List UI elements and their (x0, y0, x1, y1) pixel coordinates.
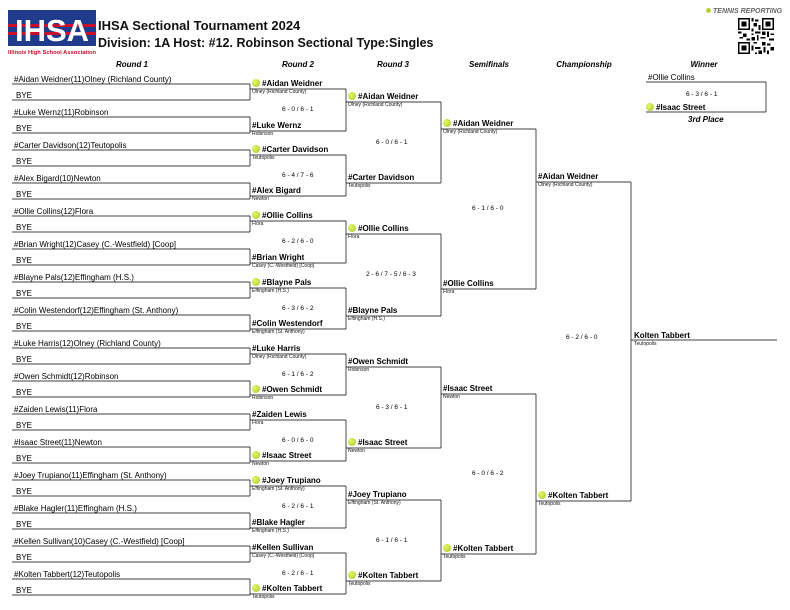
seed-marker: # (14, 405, 19, 414)
player-name: Aidan Weidner (542, 172, 599, 181)
seed-marker: # (453, 119, 458, 128)
player-name: Ollie Collins (266, 211, 313, 220)
tennis-ball-icon (348, 224, 356, 232)
bye-label: BYE (16, 289, 33, 298)
player-name: Isaac Street (660, 103, 706, 112)
player-school: Robinson (252, 131, 274, 137)
seed-marker: # (252, 253, 257, 262)
seed-marker: # (262, 476, 267, 485)
logo-subtext: Illinois High School Association (8, 50, 96, 56)
player-name: Owen Schmidt (352, 357, 409, 366)
round3-player (348, 490, 407, 499)
seed-marker: # (14, 570, 19, 579)
seed-marker: # (648, 73, 653, 82)
seed-marker: # (252, 410, 257, 419)
round2-player (252, 278, 311, 287)
page-subtitle: Division: 1A Host: #12. Robinson Sectional Type:Singles (98, 36, 434, 50)
seed-marker: # (348, 173, 353, 182)
player-school: Olney (Richland County) (252, 89, 307, 95)
round1-player (14, 108, 108, 117)
round3-player (348, 92, 418, 101)
seed-marker: # (262, 451, 267, 460)
round3-player (348, 224, 409, 233)
semifinal-player (443, 279, 494, 288)
championship-score: 6 - 2 / 6 - 0 (566, 334, 598, 341)
round3-score: 6 - 3 / 6 - 1 (376, 403, 408, 411)
tennis-ball-icon (252, 476, 260, 484)
player-school: Flora (252, 221, 264, 227)
player-school: Robinson (348, 367, 370, 373)
player-name: Blake Hagler(11)Effingham (H.S.) (18, 504, 137, 513)
seed-marker: # (348, 306, 353, 315)
seed-marker: # (14, 174, 19, 183)
player-name: Brian Wright(12)Casey (C.-Westfield) [Coop] (18, 240, 176, 249)
player-name: Kellen Sullivan (256, 543, 314, 552)
seed-marker: # (252, 319, 257, 328)
player-name: Luke Harris (256, 344, 301, 353)
round2-player (252, 385, 322, 394)
bye-label: BYE (16, 355, 33, 364)
player-school: Newton (443, 394, 460, 400)
player-school: Teutopolis (443, 554, 466, 560)
player-name: Blake Hagler (256, 518, 305, 527)
round2-score: 6 - 4 / 7 - 6 (282, 171, 314, 179)
round1-player (14, 207, 93, 216)
round1-player (14, 537, 185, 546)
brand-text: TENNIS REPORTING (713, 8, 783, 15)
player-school: Effingham (St. Anthony) (348, 500, 401, 506)
tennis-ball-icon (348, 92, 356, 100)
round2-player (252, 211, 313, 220)
round2-player (252, 186, 301, 195)
player-school: Effingham (St. Anthony) (252, 486, 305, 492)
player-school: Effingham (H.S.) (348, 316, 385, 322)
player-name: Carter Davidson (352, 173, 415, 182)
round2-player (252, 518, 305, 527)
round2-score: 6 - 0 / 6 - 1 (282, 106, 314, 113)
round2-player (252, 451, 311, 460)
round3-score: 6 - 1 / 6 - 1 (376, 536, 408, 544)
seed-marker: # (538, 172, 543, 181)
player-school: Effingham (H.S.) (252, 528, 289, 534)
seed-marker: # (14, 75, 19, 84)
player-name: Luke Harris(12)Olney (Richland County) (18, 339, 161, 348)
round-header-round-3: Round 3 (377, 60, 409, 69)
bye-label: BYE (16, 487, 33, 496)
round2-score: 6 - 0 / 6 - 0 (282, 436, 314, 444)
tennis-ball-icon (348, 571, 356, 579)
player-name: Blayne Pals(12)Effingham (H.S.) (18, 273, 134, 282)
player-school: Effingham (St. Anthony) (252, 329, 305, 335)
seed-marker: # (262, 145, 267, 154)
seed-marker: # (348, 490, 353, 499)
third-place-player (648, 73, 695, 82)
third-place-score: 6 - 3 / 6 - 1 (686, 91, 718, 98)
round2-player (252, 344, 300, 353)
player-school: Casey (C.-Westfield) [Coop] (252, 553, 315, 559)
round1-player (14, 75, 172, 84)
player-school: Olney (Richland County) (348, 102, 403, 108)
seed-marker: # (14, 108, 19, 117)
round1-player (14, 570, 120, 579)
player-school: Flora (348, 234, 360, 240)
round1-player (14, 240, 176, 249)
round-header-round-1: Round 1 (116, 60, 148, 69)
seed-marker: # (443, 384, 448, 393)
bye-label: BYE (16, 586, 33, 595)
championship-player (538, 491, 608, 500)
player-name: Owen Schmidt(12)Robinson (18, 372, 119, 381)
seed-marker: # (14, 240, 19, 249)
bye-label: BYE (16, 322, 33, 331)
player-school: Teutopolis (252, 594, 275, 600)
seed-marker: # (358, 571, 363, 580)
round2-player (252, 145, 328, 154)
semifinal-player (443, 384, 492, 393)
player-name: Ollie Collins(12)Flora (18, 207, 94, 216)
tennis-ball-icon (252, 79, 260, 87)
round2-player (252, 584, 322, 593)
tennis-ball-icon (538, 491, 546, 499)
seed-marker: # (14, 372, 19, 381)
player-name: Carter Davidson (266, 145, 329, 154)
player-name: Carter Davidson(12)Teutopolis (18, 141, 127, 150)
player-school: Robinson (252, 395, 274, 401)
player-name: Kolten Tabbert (552, 491, 609, 500)
seed-marker: # (358, 438, 363, 447)
round3-player (348, 357, 408, 366)
bye-label: BYE (16, 91, 33, 100)
round2-player (252, 253, 304, 262)
player-name: Isaac Street (266, 451, 312, 460)
seed-marker: # (262, 584, 267, 593)
round1-player (14, 306, 178, 315)
winner-school: Teutopolis (634, 341, 657, 347)
player-name: Kolten Tabbert(12)Teutopolis (18, 570, 121, 579)
round1-player (14, 504, 137, 513)
round2-score: 6 - 3 / 6 - 2 (282, 304, 314, 312)
third-place-label: 3rd Place (688, 115, 724, 124)
tennis-ball-icon (252, 278, 260, 286)
round2-player (252, 410, 307, 419)
player-school: Flora (443, 289, 455, 295)
bye-label: BYE (16, 223, 33, 232)
semifinal-player (443, 544, 513, 553)
player-school: Casey (C.-Westfield) [Coop] (252, 263, 315, 269)
bye-label: BYE (16, 190, 33, 199)
seed-marker: # (252, 344, 257, 353)
player-name: Ollie Collins (447, 279, 494, 288)
third-place-player (646, 103, 705, 112)
seed-marker: # (358, 224, 363, 233)
round2-player (252, 319, 323, 328)
player-school: Effingham (H.S.) (252, 288, 289, 294)
player-school: Teutopolis (348, 581, 371, 587)
seed-marker: # (358, 92, 363, 101)
seed-marker: # (262, 278, 267, 287)
seed-marker: # (656, 103, 661, 112)
seed-marker: # (262, 211, 267, 220)
round1-player (14, 471, 167, 480)
player-school: Olney (Richland County) (443, 129, 498, 135)
player-name: Zaiden Lewis (256, 410, 307, 419)
player-school: Newton (252, 461, 269, 467)
semifinal-player (443, 119, 513, 128)
player-name: Alex Bigard (256, 186, 301, 195)
seed-marker: # (14, 537, 19, 546)
player-name: Joey Trupiano (266, 476, 321, 485)
tennis-ball-icon (252, 145, 260, 153)
winner-player-name: Kolten Tabbert (634, 331, 690, 340)
round2-score: 6 - 2 / 6 - 0 (282, 238, 314, 245)
player-name: Luke Wernz (256, 121, 302, 130)
player-school: Newton (348, 448, 365, 454)
round2-score: 6 - 2 / 6 - 1 (282, 569, 314, 577)
bye-label: BYE (16, 421, 33, 430)
bye-label: BYE (16, 157, 33, 166)
round1-player (14, 438, 102, 447)
tennis-ball-icon (252, 211, 260, 219)
semifinal-score: 6 - 0 / 6 - 2 (472, 470, 504, 477)
player-name: Joey Trupiano(11)Effingham (St. Anthony) (18, 471, 167, 480)
player-name: Blayne Pals (352, 306, 398, 315)
round-header-championship: Championship (556, 60, 612, 69)
player-school: Flora (252, 420, 264, 426)
seed-marker: # (14, 471, 19, 480)
round3-score: 6 - 0 / 6 - 1 (376, 138, 408, 146)
seed-marker: # (453, 544, 458, 553)
player-school: Olney (Richland County) (538, 182, 593, 188)
player-name: Kolten Tabbert (457, 544, 514, 553)
tennis-ball-icon (646, 103, 654, 111)
round3-player (348, 438, 407, 447)
tennis-ball-icon (252, 385, 260, 393)
championship-player (538, 172, 598, 181)
player-name: Kolten Tabbert (362, 571, 419, 580)
seed-marker: # (252, 518, 257, 527)
tennis-ball-icon (252, 584, 260, 592)
round2-player (252, 121, 301, 130)
round-header-winner: Winner (690, 60, 718, 69)
round3-player (348, 173, 414, 182)
player-name: Ollie Collins (652, 73, 695, 82)
player-name: Brian Wright (256, 253, 305, 262)
player-name: Isaac Street (447, 384, 493, 393)
player-name: Ollie Collins (362, 224, 409, 233)
player-name: Kellen Sullivan(10)Casey (C.-Westfield) [Coop] (18, 537, 185, 546)
player-school: Olney (Richland County) (252, 354, 307, 360)
seed-marker: # (443, 279, 448, 288)
semifinal-score: 6 - 1 / 6 - 0 (472, 205, 504, 212)
seed-marker: # (262, 385, 267, 394)
player-name: Colin Westendorf (256, 319, 323, 328)
seed-marker: # (548, 491, 553, 500)
player-name: Kolten Tabbert (266, 584, 323, 593)
round1-player (14, 273, 134, 282)
player-name: Isaac Street (362, 438, 408, 447)
page-title: IHSA Sectional Tournament 2024 (98, 18, 301, 33)
tennis-ball-icon (443, 119, 451, 127)
seed-marker: # (14, 339, 19, 348)
bye-label: BYE (16, 454, 33, 463)
round2-score: 6 - 2 / 6 - 1 (282, 503, 314, 510)
round1-player (14, 372, 119, 381)
winner-name (634, 331, 690, 340)
round1-player (14, 141, 127, 150)
player-name: Blayne Pals (266, 278, 312, 287)
round2-player (252, 476, 321, 485)
tennis-ball-icon (252, 451, 260, 459)
bye-label: BYE (16, 388, 33, 397)
seed-marker: # (14, 504, 19, 513)
bye-label: BYE (16, 124, 33, 133)
seed-marker: # (14, 438, 19, 447)
player-name: Owen Schmidt (266, 385, 323, 394)
round2-player (252, 543, 313, 552)
player-name: Alex Bigard(10)Newton (18, 174, 101, 183)
seed-marker: # (14, 207, 19, 216)
round3-score: 2 - 6 / 7 - 5 / 6 - 3 (366, 271, 416, 278)
seed-marker: # (262, 79, 267, 88)
round3-player (348, 306, 397, 315)
round-header-semifinals: Semifinals (468, 60, 509, 69)
seed-marker: # (14, 306, 19, 315)
player-name: Zaiden Lewis(11)Flora (18, 405, 98, 414)
player-school: Teutopolis (252, 155, 275, 161)
round2-score: 6 - 1 / 6 - 2 (282, 370, 314, 378)
seed-marker: # (252, 121, 257, 130)
bye-label: BYE (16, 256, 33, 265)
seed-marker: # (14, 273, 19, 282)
player-school: Teutopolis (538, 501, 561, 507)
player-name: Aidan Weidner (362, 92, 419, 101)
logo-text: IHSA (14, 13, 90, 48)
round-header-round-2: Round 2 (282, 60, 314, 69)
player-name: Isaac Street(11)Newton (18, 438, 102, 447)
round3-player (348, 571, 418, 580)
player-name: Aidan Weidner(11)Olney (Richland County) (18, 75, 172, 84)
seed-marker: # (14, 141, 19, 150)
round2-player (252, 79, 322, 88)
round1-player (14, 174, 101, 183)
player-school: Teutopolis (348, 183, 371, 189)
round1-player (14, 405, 97, 414)
player-name: Aidan Weidner (266, 79, 323, 88)
seed-marker: # (252, 543, 257, 552)
bye-label: BYE (16, 520, 33, 529)
player-name: Colin Westendorf(12)Effingham (St. Anthony) (18, 306, 179, 315)
bye-label: BYE (16, 553, 33, 562)
player-name: Luke Wernz(11)Robinson (18, 108, 109, 117)
player-school: Newton (252, 196, 269, 202)
seed-marker: # (348, 357, 353, 366)
seed-marker: # (252, 186, 257, 195)
round1-player (14, 339, 161, 348)
player-name: Aidan Weidner (457, 119, 514, 128)
tennis-ball-icon (443, 544, 451, 552)
tennis-ball-icon (348, 438, 356, 446)
player-name: Joey Trupiano (352, 490, 407, 499)
